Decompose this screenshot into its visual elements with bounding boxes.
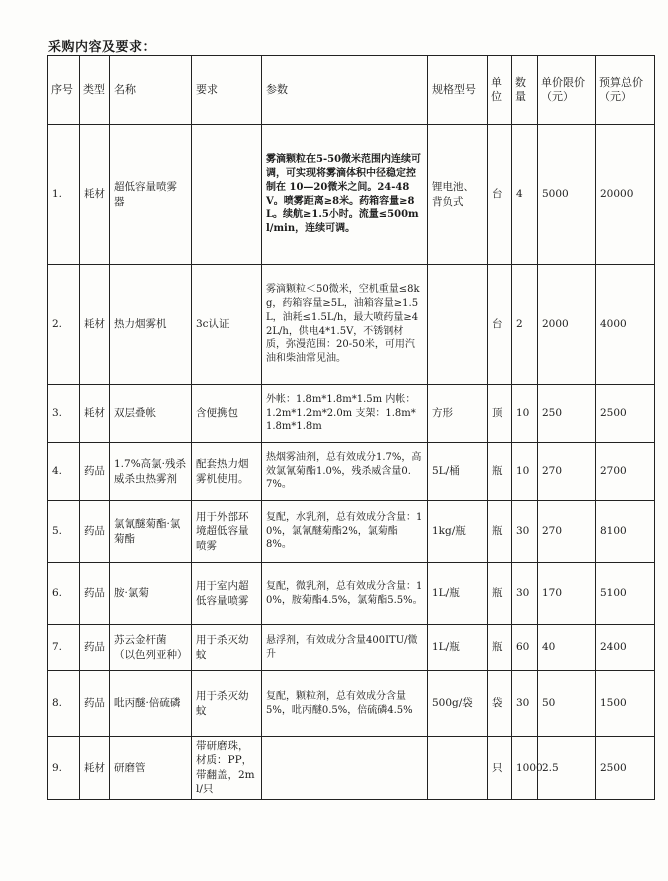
cell-type: 药品 xyxy=(80,443,110,501)
cell-total: 2400 xyxy=(596,625,655,671)
cell-name: 超低容量喷雾器 xyxy=(110,125,192,265)
cell-req: 含便携包 xyxy=(192,385,262,443)
cell-seq: 7. xyxy=(48,625,80,671)
cell-seq: 9. xyxy=(48,737,80,800)
cell-type: 药品 xyxy=(80,671,110,737)
cell-total: 4000 xyxy=(596,265,655,385)
cell-type: 耗材 xyxy=(80,265,110,385)
cell-unit: 台 xyxy=(488,265,512,385)
header-unit: 单位 xyxy=(488,56,512,125)
cell-spec: 1L/瓶 xyxy=(428,625,488,671)
cell-type: 耗材 xyxy=(80,125,110,265)
cell-name: 热力烟雾机 xyxy=(110,265,192,385)
cell-req: 3c认证 xyxy=(192,265,262,385)
cell-params xyxy=(262,737,428,800)
cell-params: 复配，水乳剂，总有效成分含量：10%，氯氰醚菊酯2%，氯菊酯8%。 xyxy=(262,501,428,563)
cell-unit: 瓶 xyxy=(488,443,512,501)
cell-unit: 袋 xyxy=(488,671,512,737)
header-row xyxy=(48,56,655,125)
section-heading: 采购内容及要求： xyxy=(48,40,157,55)
cell-price: 50 xyxy=(538,671,596,737)
cell-seq: 8. xyxy=(48,671,80,737)
cell-total: 2500 xyxy=(596,385,655,443)
cell-req: 带研磨珠，材质：PP，带翻盖，2ml/只 xyxy=(192,737,262,800)
cell-seq: 1. xyxy=(48,125,80,265)
cell-seq: 2. xyxy=(48,265,80,385)
cell-type: 耗材 xyxy=(80,385,110,443)
table-row xyxy=(48,385,655,443)
cell-qty: 2 xyxy=(512,265,538,385)
cell-spec: 500g/袋 xyxy=(428,671,488,737)
cell-spec: 方形 xyxy=(428,385,488,443)
cell-total: 20000 xyxy=(596,125,655,265)
cell-req: 用于杀灭幼蚊 xyxy=(192,625,262,671)
cell-price: 2000 xyxy=(538,265,596,385)
table-row xyxy=(48,671,655,737)
cell-seq: 3. xyxy=(48,385,80,443)
cell-seq: 6. xyxy=(48,563,80,625)
cell-price: 5000 xyxy=(538,125,596,265)
cell-type: 耗材 xyxy=(80,737,110,800)
cell-name: 吡丙醚·倍硫磷 xyxy=(110,671,192,737)
table-row xyxy=(48,737,655,800)
cell-name: 氯氰醚菊酯·氯菊酯 xyxy=(110,501,192,563)
cell-qty: 30 xyxy=(512,563,538,625)
cell-type: 药品 xyxy=(80,501,110,563)
cell-req: 配套热力烟雾机使用。 xyxy=(192,443,262,501)
cell-unit: 瓶 xyxy=(488,625,512,671)
cell-qty: 1000 xyxy=(512,737,538,800)
header-total: 预算总价（元） xyxy=(596,56,655,125)
cell-type: 药品 xyxy=(80,625,110,671)
cell-spec: 1L/瓶 xyxy=(428,563,488,625)
cell-price: 170 xyxy=(538,563,596,625)
cell-params: 悬浮剂，有效成分含量400ITU/微升 xyxy=(262,625,428,671)
cell-total: 5100 xyxy=(596,563,655,625)
table-row xyxy=(48,443,655,501)
header-seq: 序号 xyxy=(48,56,80,125)
cell-price: 250 xyxy=(538,385,596,443)
table-row xyxy=(48,265,655,385)
cell-qty: 60 xyxy=(512,625,538,671)
header-price: 单价限价（元） xyxy=(538,56,596,125)
cell-req: 用于杀灭幼蚊 xyxy=(192,671,262,737)
cell-req: 用于室内超低容量喷雾 xyxy=(192,563,262,625)
cell-price: 2.5 xyxy=(538,737,596,800)
cell-name: 苏云金杆菌（以色列亚种） xyxy=(110,625,192,671)
cell-qty: 10 xyxy=(512,385,538,443)
cell-total: 8100 xyxy=(596,501,655,563)
cell-unit: 瓶 xyxy=(488,501,512,563)
cell-params: 雾滴颗粒＜50微米，空机重量≤8kg，药箱容量≥5L，油箱容量≥1.5L，油耗≤1.5L/h，最大喷药量≥42L/h，供电4*1.5V，不锈钢材质，弥漫范围：20-50米，可用汽油和柴油常见油。 xyxy=(262,265,428,385)
table-row xyxy=(48,125,655,265)
cell-seq: 5. xyxy=(48,501,80,563)
table-row xyxy=(48,563,655,625)
cell-spec xyxy=(428,737,488,800)
cell-qty: 4 xyxy=(512,125,538,265)
cell-qty: 10 xyxy=(512,443,538,501)
cell-params: 热烟雾油剂，总有效成分1.7%，高效氯氰菊酯1.0%，残杀威含量0.7%。 xyxy=(262,443,428,501)
table-row xyxy=(48,501,655,563)
cell-params: 雾滴颗粒在5-50微米范围内连续可调，可实现将雾滴体积中径稳定控制在 10—20微米之间。24-48V。喷雾距离≥8米。药箱容量≥8L。续航≥1.5小时。流量≤500ml/min，连续可调。 xyxy=(262,125,428,265)
cell-type: 药品 xyxy=(80,563,110,625)
cell-price: 270 xyxy=(538,501,596,563)
cell-spec: 1kg/瓶 xyxy=(428,501,488,563)
header-req: 要求 xyxy=(192,56,262,125)
header-params: 参数 xyxy=(262,56,428,125)
cell-req: 用于外部环境超低容量喷雾 xyxy=(192,501,262,563)
cell-name: 研磨管 xyxy=(110,737,192,800)
cell-params: 复配，微乳剂，总有效成分含量：10%，胺菊酯4.5%，氯菊酯5.5%。 xyxy=(262,563,428,625)
cell-unit: 顶 xyxy=(488,385,512,443)
cell-total: 2700 xyxy=(596,443,655,501)
cell-unit: 台 xyxy=(488,125,512,265)
cell-params: 复配，颗粒剂，总有效成分含量5%，吡丙醚0.5%，倍硫磷4.5% xyxy=(262,671,428,737)
header-type: 类型 xyxy=(80,56,110,125)
header-name: 名称 xyxy=(110,56,192,125)
cell-total: 2500 xyxy=(596,737,655,800)
cell-unit: 瓶 xyxy=(488,563,512,625)
cell-name: 胺·氯菊 xyxy=(110,563,192,625)
cell-name: 双层叠帐 xyxy=(110,385,192,443)
cell-spec xyxy=(428,265,488,385)
table-row xyxy=(48,625,655,671)
cell-name: 1.7%高氯·残杀威杀虫热雾剂 xyxy=(110,443,192,501)
cell-price: 40 xyxy=(538,625,596,671)
cell-qty: 30 xyxy=(512,671,538,737)
cell-req xyxy=(192,125,262,265)
cell-total: 1500 xyxy=(596,671,655,737)
header-spec: 规格型号 xyxy=(428,56,488,125)
cell-params: 外帐：1.8m*1.8m*1.5m 内帐：1.2m*1.2m*2.0m 支架：1.8m*1.8m*1.8m xyxy=(262,385,428,443)
cell-price: 270 xyxy=(538,443,596,501)
cell-seq: 4. xyxy=(48,443,80,501)
cell-spec: 5L/桶 xyxy=(428,443,488,501)
cell-unit: 只 xyxy=(488,737,512,800)
header-qty: 数量 xyxy=(512,56,538,125)
cell-spec: 锂电池、背负式 xyxy=(428,125,488,265)
procurement-table xyxy=(47,55,655,800)
cell-qty: 30 xyxy=(512,501,538,563)
